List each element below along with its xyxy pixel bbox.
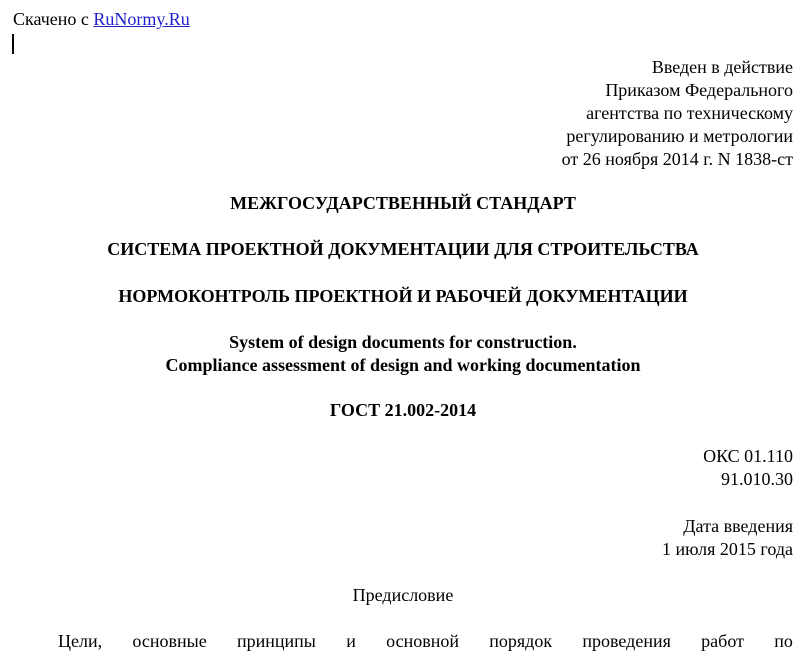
intro-date-value: 1 июля 2015 года: [662, 539, 793, 559]
intro-date-block: [662, 515, 793, 561]
enactment-block: [562, 56, 793, 171]
enactment-line: Введен в действие: [651, 57, 793, 77]
downloaded-prefix: Скачено с: [13, 9, 89, 29]
text-cursor: [12, 34, 14, 54]
document-main-title: НОРМОКОНТРОЛЬ ПРОЕКТНОЙ И РАБОЧЕЙ ДОКУМЕНТАЦИИ: [118, 286, 688, 306]
paragraph-word: по: [774, 631, 793, 651]
paragraph-word: порядок: [489, 631, 553, 651]
oks-codes: [703, 445, 793, 491]
paragraph-word: и: [346, 631, 356, 651]
runormy-link[interactable]: RuNormy.Ru: [93, 9, 190, 29]
oks-code: 91.010.30: [721, 469, 793, 489]
intro-date-label: Дата введения: [683, 516, 793, 536]
paragraph-word: работ: [701, 631, 744, 651]
system-title: СИСТЕМА ПРОЕКТНОЙ ДОКУМЕНТАЦИИ ДЛЯ СТРОИТЕЛЬСТВА: [107, 239, 699, 259]
enactment-line: Приказом Федерального: [605, 80, 793, 100]
enactment-line: регулированию и метрологии: [566, 126, 793, 146]
interstate-standard-title: МЕЖГОСУДАРСТВЕННЫЙ СТАНДАРТ: [230, 193, 576, 213]
english-title-line-1: System of design documents for construction.: [229, 332, 577, 352]
foreword-heading: Предисловие: [352, 585, 454, 605]
paragraph-word: Цели,: [58, 631, 103, 651]
paragraph-word: основные: [132, 631, 207, 651]
enactment-line: агентства по техническому: [586, 103, 793, 123]
downloaded-from-line: [13, 8, 190, 31]
paragraph-word: принципы: [237, 631, 316, 651]
paragraph-word: основной: [386, 631, 459, 651]
english-title-line-2: Compliance assessment of design and working documentation: [165, 355, 641, 375]
gost-number: ГОСТ 21.002-2014: [329, 400, 477, 420]
enactment-line: от 26 ноября 2014 г. N 1838-ст: [561, 149, 793, 169]
oks-code: ОКС 01.110: [703, 446, 793, 466]
paragraph-word: проведения: [582, 631, 671, 651]
